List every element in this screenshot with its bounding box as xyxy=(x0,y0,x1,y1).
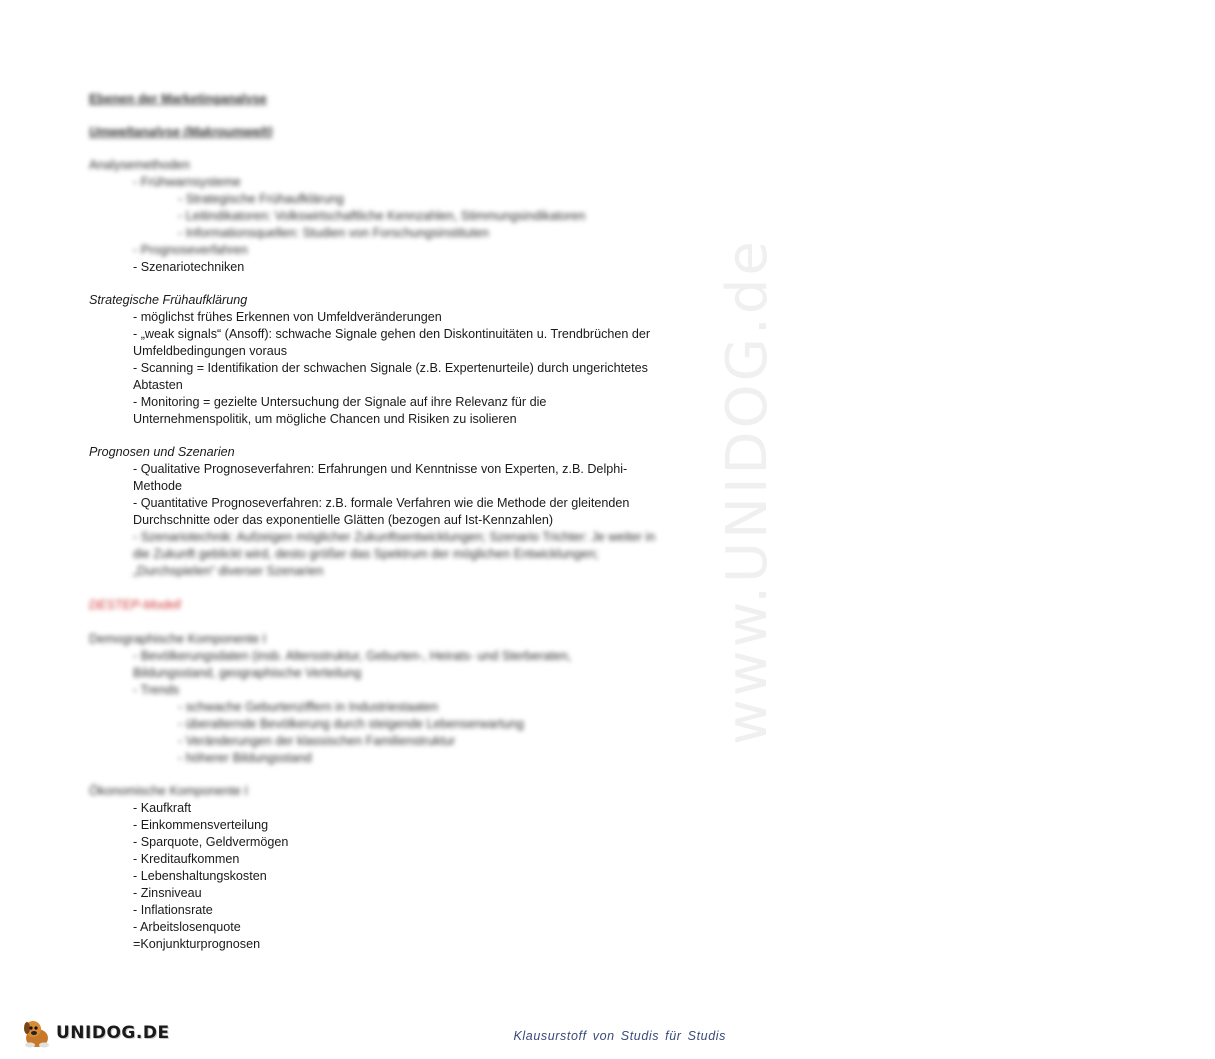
list-item: Bildungsstand, geographische Verteilung xyxy=(133,666,362,680)
list-item: - Veränderungen der klassischen Familienstruktur xyxy=(178,734,456,748)
watermark-text: www.UNIDOG.de xyxy=(715,238,780,745)
dog-mascot-icon xyxy=(20,1016,54,1050)
list-item: - Inflationsrate xyxy=(133,903,213,917)
list-item: - Arbeitslosenquote xyxy=(133,920,241,934)
section-title-prognosen: Prognosen und Szenarien xyxy=(89,445,235,459)
list-item: Umfeldbedingungen voraus xyxy=(133,344,288,358)
list-item: - Prognoseverfahren xyxy=(133,243,248,257)
list-item: - Kaufkraft xyxy=(133,801,192,815)
list-item: - schwache Geburtenziffern in Industriestaaten xyxy=(178,700,439,714)
list-item: - Trends xyxy=(133,683,180,697)
list-item: - Szenariotechnik: Aufzeigen möglicher Zukunftsentwicklungen; Szenario Trichter: Je weiter in xyxy=(133,530,656,544)
list-item: - Einkommensverteilung xyxy=(133,818,269,832)
list-item: - Lebenshaltungskosten xyxy=(133,869,267,883)
demographic-title: Demographische Komponente I xyxy=(89,632,267,646)
list-item: „Durchspielen“ diverser Szenarien xyxy=(133,564,324,578)
list-item: - „weak signals“ (Ansoff): schwache Signale gehen den Diskontinuitäten u. Trendbrüchen der xyxy=(133,327,651,341)
list-item: die Zukunft geblickt wird, desto größer das Spektrum der möglichen Entwicklungen; xyxy=(133,547,599,561)
list-item: - möglichst frühes Erkennen von Umfeldveränderungen xyxy=(133,310,442,324)
list-item: - Monitoring = gezielte Untersuchung der Signale auf ihre Relevanz für die xyxy=(133,395,547,409)
list-item: Unternehmenspolitik, um mögliche Chancen und Risiken zu isolieren xyxy=(133,412,517,426)
list-item: - Frühwarnsysteme xyxy=(133,175,241,189)
list-item: =Konjunkturprognosen xyxy=(133,937,261,951)
list-item: - Quantitative Prognoseverfahren: z.B. formale Verfahren wie die Methode der gleitenden xyxy=(133,496,630,510)
destep-heading: DESTEP-Modell xyxy=(89,598,181,612)
list-item: - Leitindikatoren: Volkswirtschaftliche Kennzahlen, Stimmungsindikatoren xyxy=(178,209,586,223)
list-item: - Scanning = Identifikation der schwachen Signale (z.B. Expertenurteile) durch ungerichtetes xyxy=(133,361,648,375)
list-item: - Bevölkerungsdaten (insb. Altersstruktur, Geburten-, Heirats- und Sterberaten, xyxy=(133,649,572,663)
list-item: Durchschnitte oder das exponentielle Glätten (bezogen auf Ist-Kennzahlen) xyxy=(133,513,554,527)
list-item: - Strategische Frühaufklärung xyxy=(178,192,344,206)
list-item: - überalternde Bevölkerung durch steigende Lebenserwartung xyxy=(178,717,524,731)
unidog-logo[interactable] xyxy=(20,1015,170,1051)
logo-text: UNIDOG.DE xyxy=(56,1023,170,1043)
list-item: - höherer Bildungsstand xyxy=(178,751,312,765)
analysemethoden-label: Analysemethoden xyxy=(89,158,190,172)
list-item: - Informationsquellen: Studien von Forschungsinstituten xyxy=(178,226,489,240)
heading-umweltanalyse: Umweltanalyse (Makroumwelt) xyxy=(89,125,273,139)
list-item: Abtasten xyxy=(133,378,183,392)
footer-slogan: Klausurstoff von Studis für Studis xyxy=(513,1029,726,1043)
section-title-fruehaufklaerung: Strategische Frühaufklärung xyxy=(89,293,248,307)
list-item: - Sparquote, Geldvermögen xyxy=(133,835,289,849)
economic-title: Ökonomische Komponente I xyxy=(89,784,248,798)
list-item: - Qualitative Prognoseverfahren: Erfahrungen und Kenntnisse von Experten, z.B. Delphi- xyxy=(133,462,628,476)
heading-ebenen: Ebenen der Marketinganalyse xyxy=(89,92,267,106)
list-item: - Kreditaufkommen xyxy=(133,852,240,866)
list-item: - Zinsniveau xyxy=(133,886,202,900)
list-item: Methode xyxy=(133,479,183,493)
list-item-szenario: - Szenariotechniken xyxy=(133,260,245,274)
